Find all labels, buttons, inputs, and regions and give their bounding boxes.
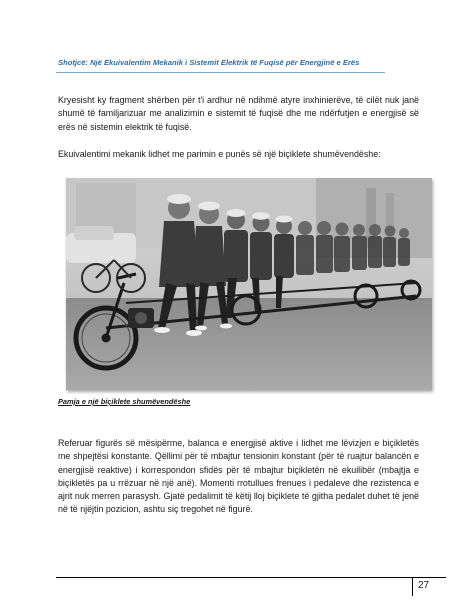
figure-caption: Pamja e një biçiklete shumëvendëshe [58,397,191,406]
running-header-title: Shotjcë: Një Ekuivalentim Mekanik i Sistemit Elektrik të Fuqisë për Energjinë e Erës [58,58,360,67]
analysis-paragraph: Referuar figurës së mësipërme, balanca e energjisë aktive i lidhet me lëvizjen e biçikletës me shpejtësi konstante. Qëllimi për të mbajtur tensionin konstant (për të ruajtur balancën e energjisë reaktive) i korrespondon sfidës për të mbajtur biçikletën në ekuilibër (mbajtja e biçikletës pa u rrëzuar në një anë). Momenti rrotullues frenues i pedaleve dhe rezistenca e ajrit nuk merren parasysh. Gjatë pedalimit të këtij lloj biçiklete të gjitha pedalet duhet të jenë në të njëjtin pozicion, ashtu siç tregohet në figurë. [58,438,419,515]
page-number: 27 [418,580,430,591]
header-divider [56,72,385,73]
mechanical-equivalent-paragraph: Ekuivalentimi mekanik lidhet me parimin e punës së një biçiklete shumëvendëshe: [58,149,381,159]
multi-seat-bicycle-photo [66,178,432,390]
footer-divider [56,577,446,578]
intro-paragraph: Kryesisht ky fragment shërben për t'i ardhur në ndihmë atyre inxhinierëve, të cilët nuk janë shumë të familjarizuar me analizimin e sistemit të fuqisë dhe me ndërfutjen e energjisë së erës në sistemin elektrik të fuqisë. [58,95,419,132]
